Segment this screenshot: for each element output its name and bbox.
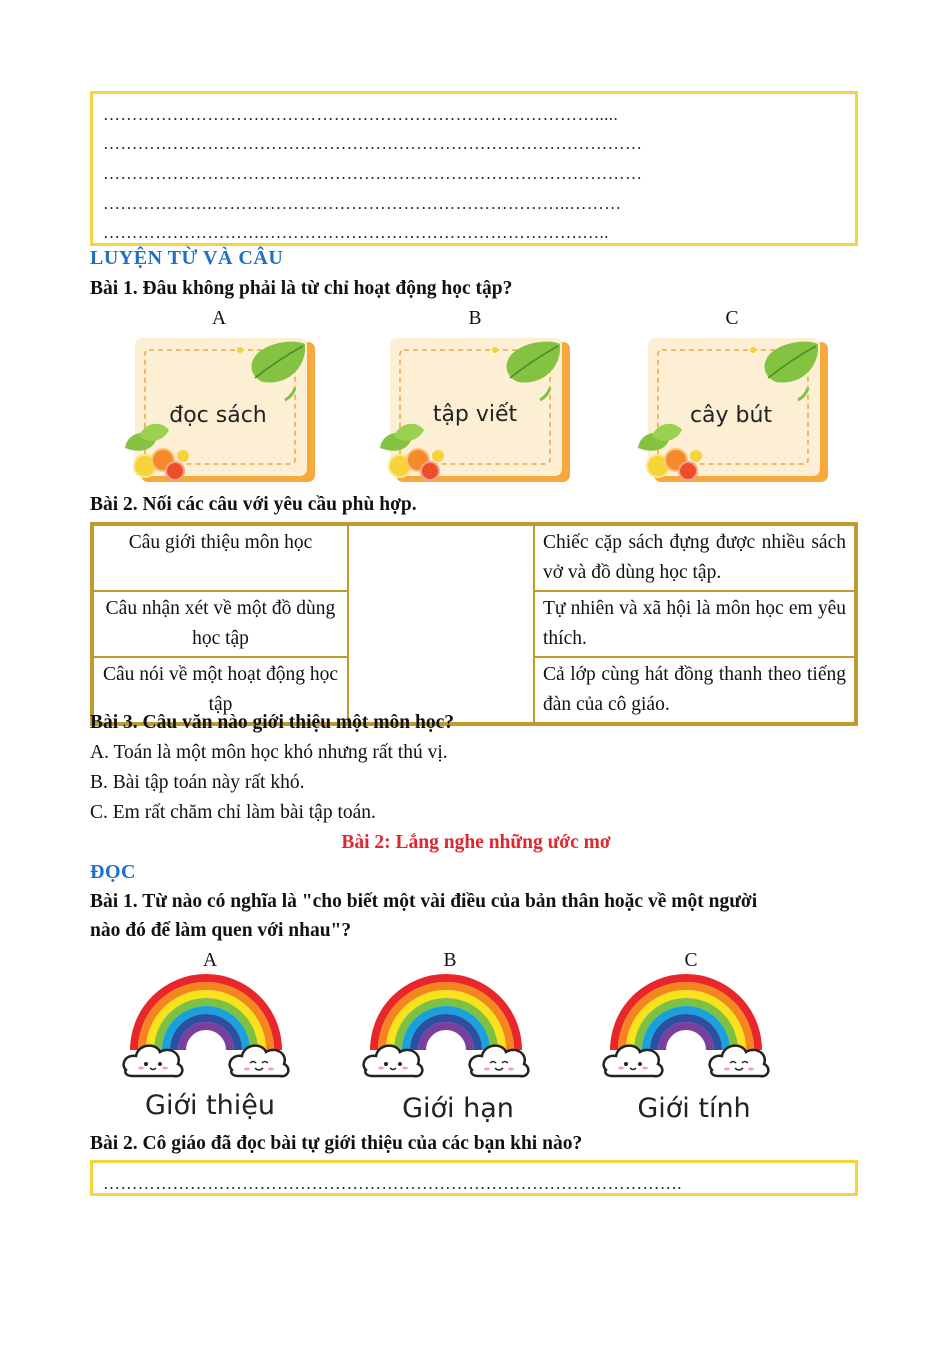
connector-column[interactable] bbox=[348, 524, 534, 724]
right-cell[interactable]: Chiếc cặp sách đựng được nhiều sách vở và đồ dùng học tập. bbox=[534, 524, 856, 591]
answer-box[interactable] bbox=[90, 91, 858, 246]
option-letter: B bbox=[468, 308, 482, 329]
answer-line[interactable]: ………………………………………………………………………………… bbox=[103, 134, 643, 153]
left-cell[interactable]: Câu nói về một hoạt động học tập bbox=[92, 657, 348, 724]
card-word[interactable]: cây bút bbox=[689, 403, 773, 428]
answer-box[interactable] bbox=[90, 1160, 858, 1196]
rainbow-word[interactable]: Giới tính bbox=[637, 1093, 751, 1124]
answer-option[interactable]: C. Em rất chăm chỉ làm bài tập toán. bbox=[90, 802, 376, 823]
answer-line[interactable]: ………………………………………………………………………………… bbox=[103, 164, 643, 183]
option-letter: B bbox=[443, 950, 457, 971]
card-word[interactable]: tập viết bbox=[432, 402, 518, 427]
question-title: Bài 1. Đâu không phải là từ chỉ hoạt động học tập? bbox=[90, 278, 513, 299]
section-heading: LUYỆN TỪ VÀ CÂU bbox=[90, 247, 284, 269]
option-letter: C bbox=[725, 308, 739, 329]
answer-line[interactable]: ………………………………………………………………………………………. bbox=[103, 1174, 682, 1193]
rainbow-image[interactable] bbox=[122, 972, 304, 1084]
option-letter: A bbox=[202, 950, 218, 971]
matching-table bbox=[90, 522, 858, 726]
left-cell[interactable]: Câu giới thiệu môn học bbox=[92, 524, 348, 591]
answer-line[interactable]: ……………….……………………………………………………..……… bbox=[103, 194, 622, 213]
right-cell[interactable]: Tự nhiên và xã hội là môn học em yêu thích. bbox=[534, 591, 856, 657]
answer-option[interactable]: A. Toán là một môn học khó nhưng rất thú vị. bbox=[90, 742, 448, 763]
rainbow-image[interactable] bbox=[602, 972, 784, 1084]
question-title: Bài 1. Từ nào có nghĩa là "cho biết một vài điều của bản thân hoặc về một người bbox=[90, 891, 758, 912]
answer-option[interactable]: B. Bài tập toán này rất khó. bbox=[90, 772, 305, 793]
question-title: Bài 2. Cô giáo đã đọc bài tự giới thiệu của các bạn khi nào? bbox=[90, 1133, 583, 1154]
right-cell[interactable]: Cả lớp cùng hát đồng thanh theo tiếng đàn của cô giáo. bbox=[534, 657, 856, 724]
answer-line[interactable]: ……………………….……………………………………………….….. bbox=[103, 223, 609, 242]
lesson-title: Bài 2: Lắng nghe những ước mơ bbox=[341, 832, 611, 853]
question-title: Bài 3. Câu văn nào giới thiệu một môn học? bbox=[90, 712, 455, 733]
rainbow-word[interactable]: Giới hạn bbox=[402, 1093, 514, 1124]
rainbow-word[interactable]: Giới thiệu bbox=[145, 1090, 275, 1121]
option-letter: A bbox=[211, 308, 227, 329]
card-word[interactable]: đọc sách bbox=[169, 403, 267, 428]
option-letter: C bbox=[684, 950, 698, 971]
question-title: Bài 2. Nối các câu với yêu cầu phù hợp. bbox=[90, 494, 417, 515]
question-title: nào đó để làm quen với nhau"? bbox=[90, 920, 352, 941]
section-heading: ĐỌC bbox=[90, 861, 136, 883]
rainbow-image[interactable] bbox=[362, 972, 544, 1084]
answer-line[interactable]: ……………………….…………………………………………………..... bbox=[103, 105, 619, 124]
left-cell[interactable]: Câu nhận xét về một đồ dùng học tập bbox=[92, 591, 348, 657]
